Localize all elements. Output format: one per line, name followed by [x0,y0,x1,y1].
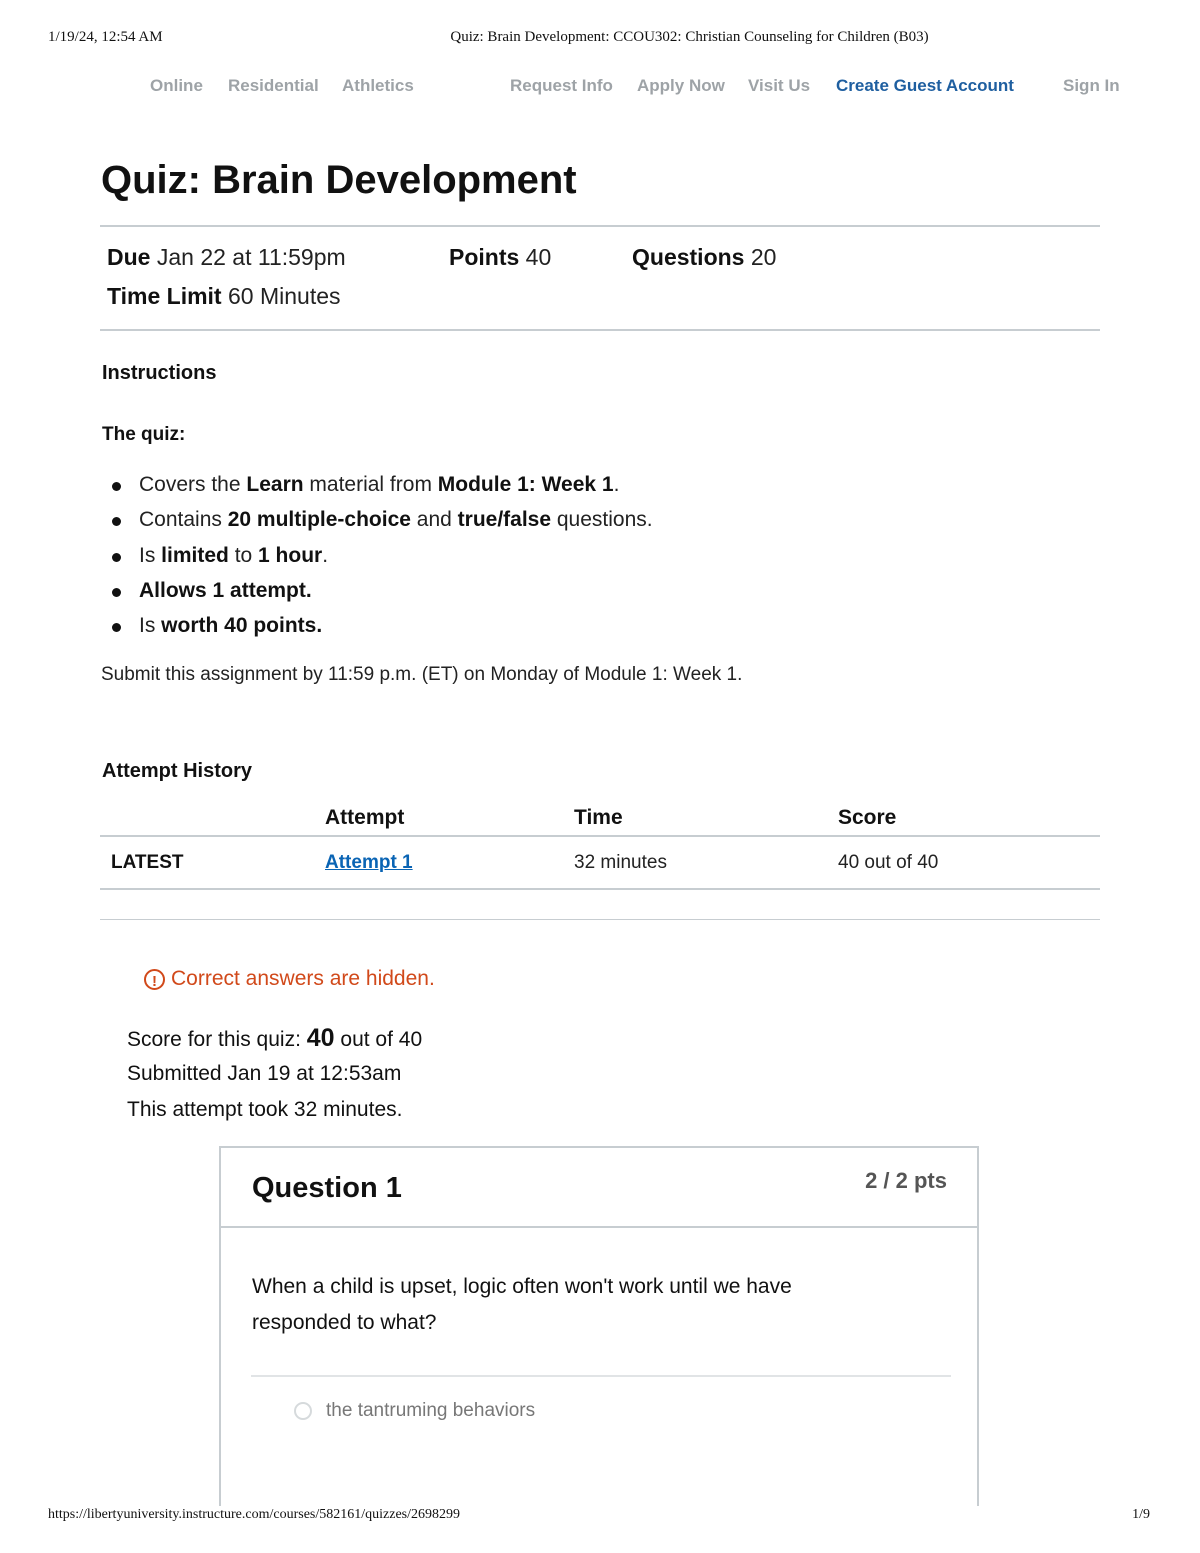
due-value: Jan 22 at 11:59pm [156,244,346,270]
instructions-intro: The quiz: [102,424,186,445]
nav-apply-now[interactable]: Apply Now [637,76,725,95]
questions-label: Questions [632,244,745,270]
submitted-line: Submitted Jan 19 at 12:53am [127,1062,402,1085]
bold-text: limited [161,543,229,567]
answer-text: the tantruming behaviors [326,1400,536,1421]
time-limit-value: 60 Minutes [228,283,341,309]
text: to [228,543,259,567]
question-divider [251,1375,951,1377]
bold-text: true/false [457,508,552,532]
time-limit-label: Time Limit [107,283,222,309]
warning-icon: ! [144,969,165,990]
text: and [410,508,458,532]
results-divider [100,919,1100,920]
bold-text: worth 40 points [161,614,317,638]
print-footer [0,1507,1200,1527]
column-header [100,800,325,836]
points-value: 40 [525,244,552,270]
list-item [112,576,653,611]
list-item [112,541,653,576]
nav-residential[interactable]: Residential [228,76,319,95]
table-header-row [100,800,1100,836]
score-total: out of 40 [334,1028,423,1051]
nav-sign-in[interactable]: Sign In [1063,76,1120,95]
attempt-history-heading: Attempt History [102,760,253,782]
question-text: When a child is upset, logic often won't work until we have responded to what? [252,1275,792,1334]
table-row [100,836,1100,889]
points-label: Points [449,244,520,270]
text: Covers the [139,473,247,496]
list-item [112,611,653,646]
due-date [107,244,346,271]
nav-create-guest-account[interactable]: Create Guest Account [836,76,1014,95]
nav-online[interactable]: Online [150,76,203,95]
attempt-time: 32 minutes [574,836,838,889]
latest-label: LATEST [100,836,325,889]
answer-option[interactable] [294,1400,535,1422]
answers-hidden-text: Correct answers are hidden. [171,967,435,990]
questions-info [632,244,776,271]
radio-icon[interactable] [294,1402,312,1420]
column-header: Attempt [325,805,405,829]
text: . [613,473,620,496]
score-summary [127,1022,422,1130]
text: Is [139,543,162,567]
score-line [127,1022,422,1058]
column-header: Time [574,805,623,829]
bold-text: Module 1: Week 1 [437,473,614,496]
text: . [316,614,323,638]
print-datetime: 1/19/24, 12:54 AM [48,29,163,45]
question-header [221,1148,977,1228]
nav-athletics[interactable]: Athletics [342,76,414,95]
bold-text: Allows 1 attempt [139,578,306,602]
text: . [322,543,329,567]
attempt-score: 40 out of 40 [838,836,1100,889]
time-limit [107,283,341,310]
instructions-list [112,470,653,646]
score-value: 40 [306,1024,335,1052]
text: Contains [139,508,228,532]
submit-note: Submit this assignment by 11:59 p.m. (ET) on Monday of Module 1: Week 1. [101,664,743,685]
duration-line: This attempt took 32 minutes. [127,1098,403,1121]
print-header [0,29,1200,49]
due-label: Due [107,244,151,270]
bold-text: Learn [246,473,304,496]
bold-text: 20 multiple-choice [227,508,411,532]
question-title: Question 1 [252,1172,402,1204]
nav-visit-us[interactable]: Visit Us [748,76,811,95]
question-card [219,1146,979,1506]
instructions-heading: Instructions [102,362,217,384]
text: . [305,578,312,602]
list-item [112,505,653,540]
title-divider [100,225,1100,227]
list-item [112,470,653,505]
answers-hidden-notice [144,967,435,991]
print-page-title: Quiz: Brain Development: CCOU302: Christian Counseling for Children (B03) [450,29,929,45]
nav-request-info[interactable]: Request Info [510,76,613,95]
meta-divider [100,329,1100,331]
attempt-link[interactable]: Attempt 1 [325,851,413,873]
score-label: Score for this quiz: [127,1028,307,1051]
print-page-number: 1/9 [1132,1507,1150,1522]
question-points: 2 / 2 pts [865,1168,947,1193]
questions-value: 20 [750,244,777,270]
print-url: https://libertyuniversity.instructure.com/courses/582161/quizzes/2698299 [48,1507,461,1522]
attempt-history-table [100,800,1100,890]
bold-text: 1 hour [258,543,323,567]
text: Is [139,614,162,638]
top-nav [0,76,1200,100]
text: questions. [551,508,653,532]
column-header: Score [838,805,897,829]
page-title: Quiz: Brain Development [101,158,577,202]
text: material from [303,473,438,496]
points-info [449,244,551,271]
